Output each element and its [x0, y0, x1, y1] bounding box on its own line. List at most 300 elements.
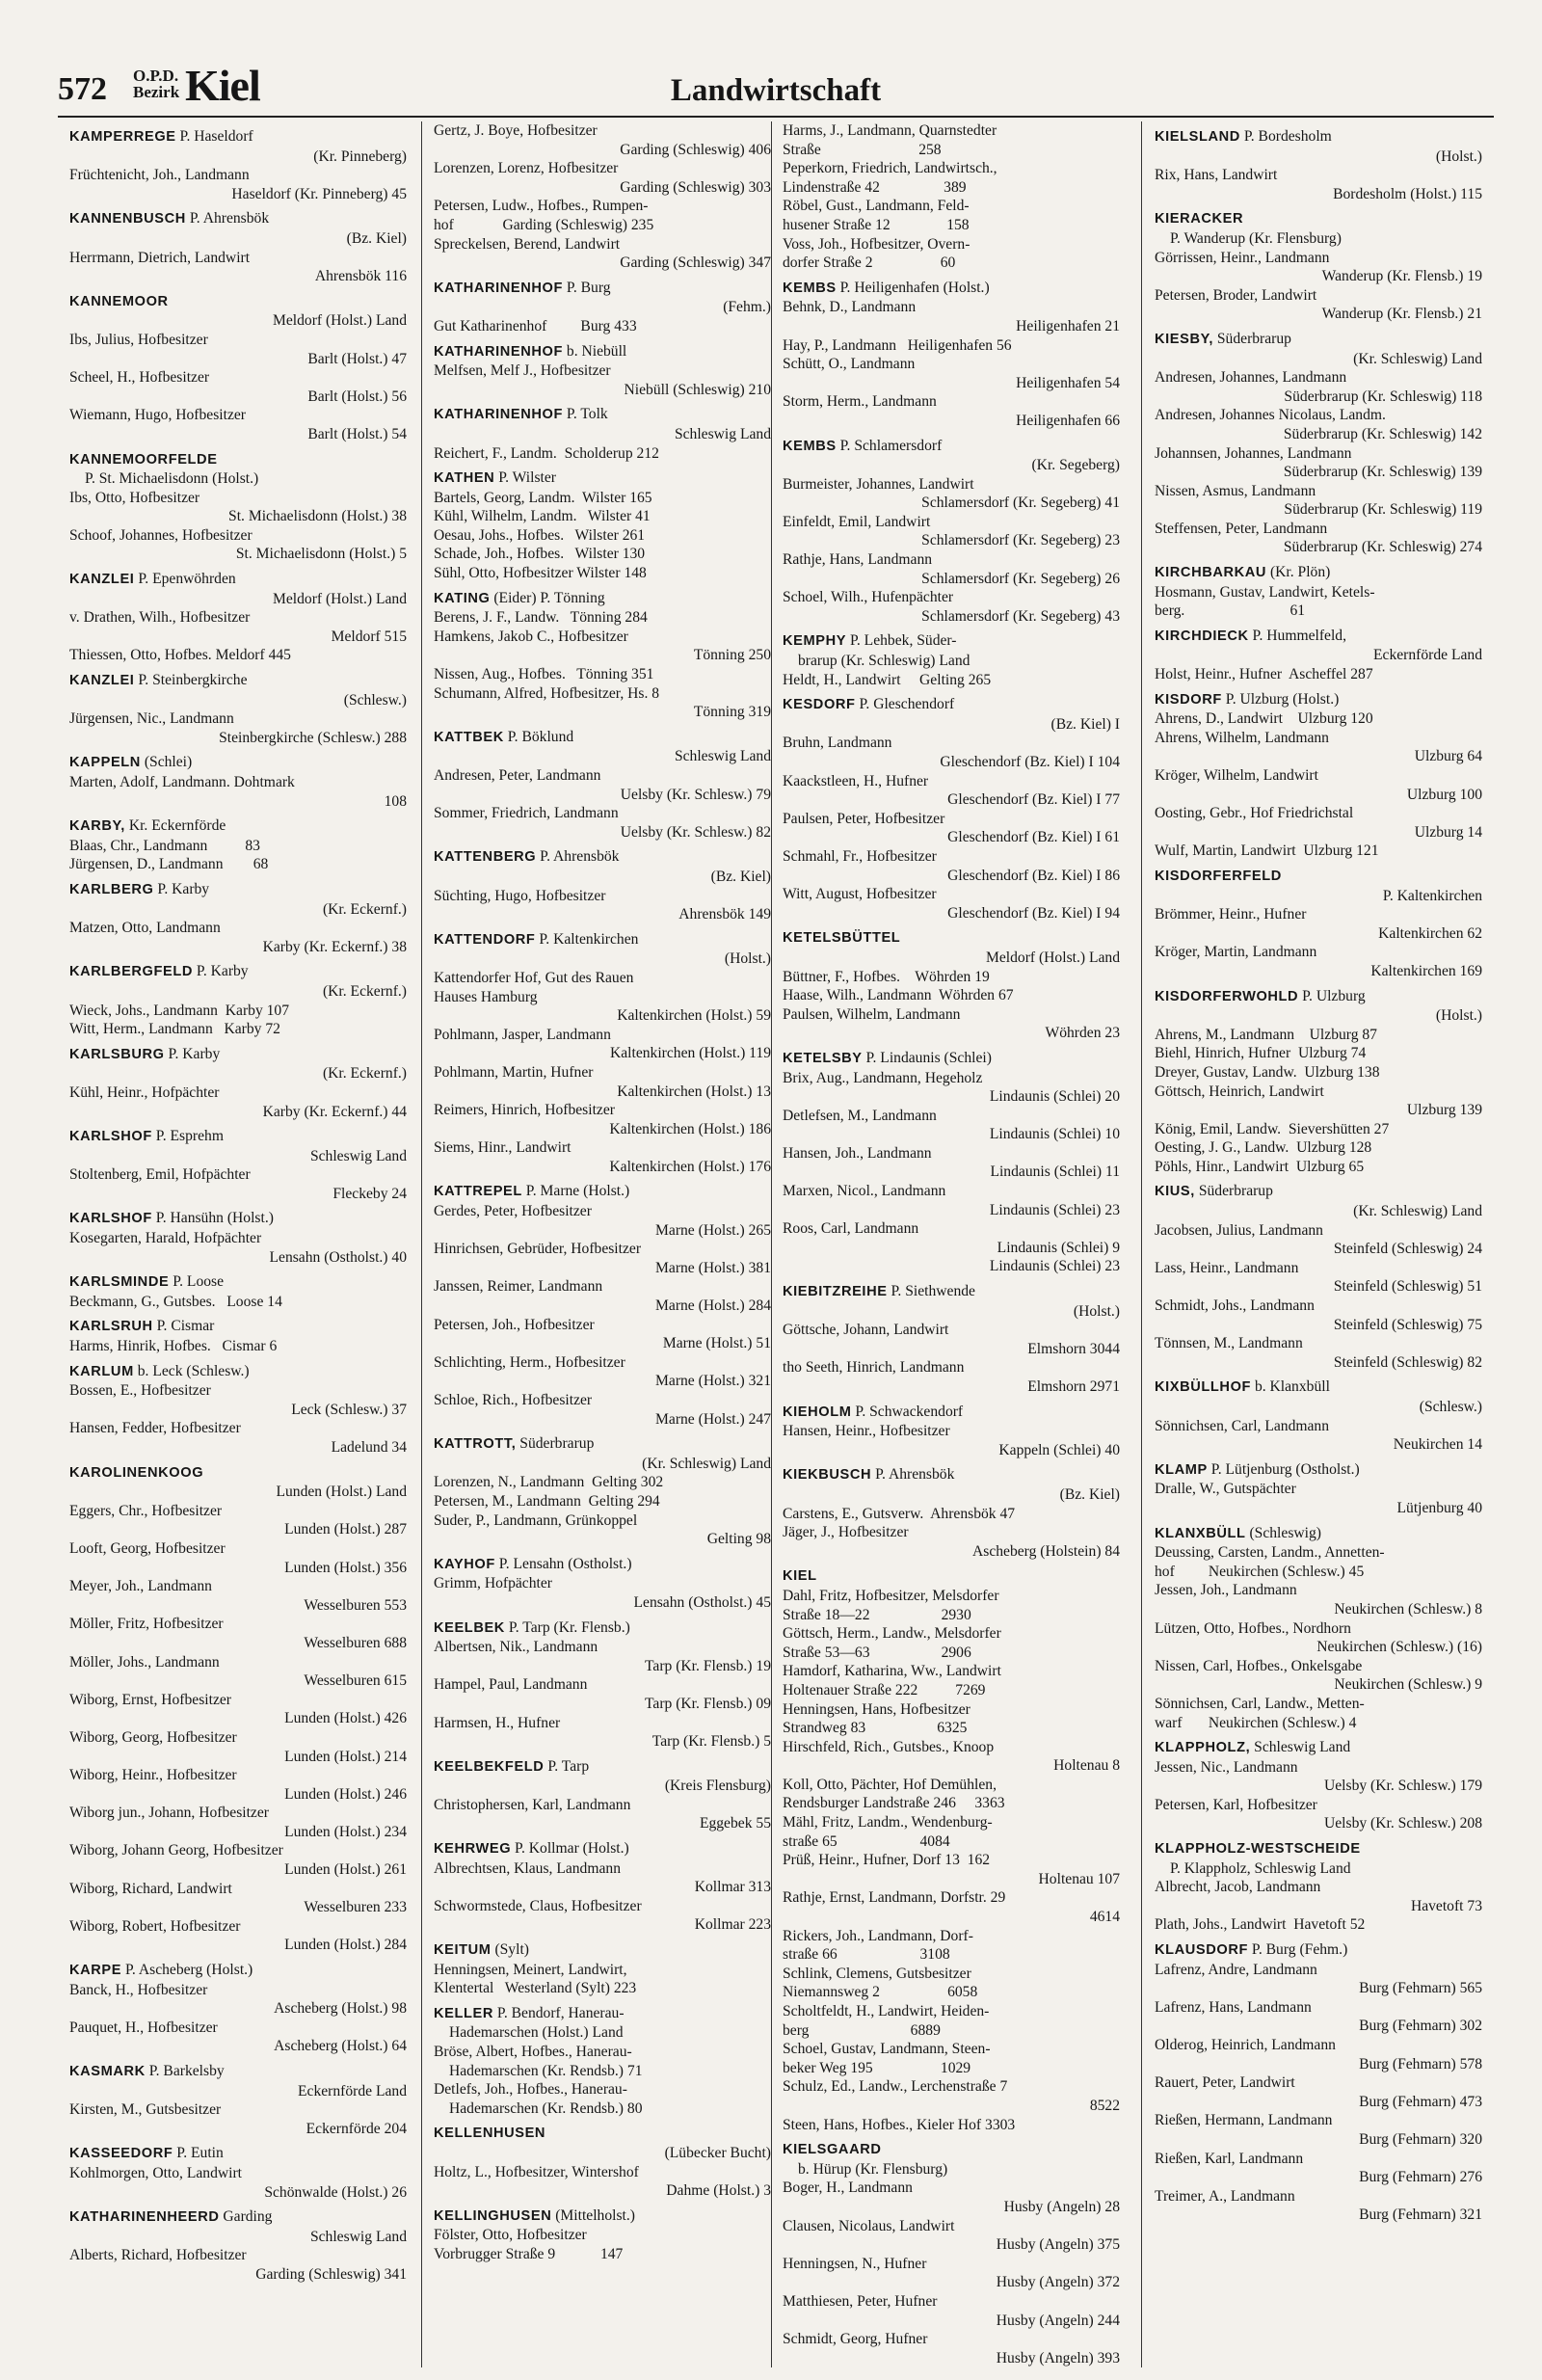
locality-name: KARLSHOF [69, 1211, 152, 1227]
entry-line: Dreyer, Gustav, Landw. Ulzburg 138 [1155, 1063, 1380, 1081]
entry-line: Hauses Hamburg [434, 988, 538, 1005]
entry-line: Jacobsen, Julius, Landmann [1155, 1221, 1323, 1239]
entry-location: (Kreis Flensburg) [664, 1778, 771, 1795]
entry-location: Tarp (Kr. Flensb.) 5 [651, 1733, 771, 1751]
entry-line: Wiborg, Robert, Hofbesitzer [69, 1917, 241, 1935]
locality-name: KATHEN [434, 470, 495, 487]
locality-heading [434, 342, 771, 362]
locality-heading [69, 962, 407, 982]
locality-heading [1155, 209, 1482, 229]
column-divider [1141, 121, 1142, 2367]
entry-line: Büttner, F., Hofbes. Wöhrden 19 [783, 968, 990, 985]
locality-name: KIELSGAARD [783, 2142, 882, 2158]
entry-location: (Schlesw.) [1419, 1399, 1482, 1415]
entry-location: Lindaunis (Schlei) 23 [989, 1201, 1120, 1218]
locality-post: P. Karby [164, 1045, 221, 1062]
entry-location: Dahme (Holst.) 3 [666, 2182, 771, 2200]
entry-line: husener Straße 12 158 [783, 216, 970, 233]
entry-line: Janssen, Reimer, Landmann [434, 1278, 603, 1296]
locality-heading [1155, 1377, 1482, 1398]
locality-heading [69, 1961, 407, 1981]
entry-line: Alberts, Richard, Hofbesitzer [69, 2247, 247, 2264]
entry-line: Christophersen, Karl, Landmann [434, 1796, 631, 1813]
entry-location: Ulzburg 139 [1406, 1102, 1482, 1119]
locality-name: KATHARINENHOF [434, 343, 563, 360]
entry-line: Koll, Otto, Pächter, Hof Demühlen, [783, 1776, 997, 1793]
locality-post: P. Lensahn (Ostholst.) [494, 1555, 632, 1572]
locality-name: KIRCHDIECK [1155, 628, 1249, 644]
entry-location: Wesselburen 553 [304, 1596, 407, 1614]
entry-location: (Kr. Schleswig) Land [1353, 1203, 1482, 1220]
entry-line: Andresen, Johannes, Landmann [1155, 369, 1347, 387]
entry-location: Holtenau 107 [1038, 1870, 1120, 1887]
entry-location: Gelting 98 [706, 1531, 771, 1548]
locality-heading [69, 1209, 407, 1229]
entry-line: Rießen, Karl, Landmann [1155, 2150, 1304, 2167]
entry-location: Marne (Holst.) 321 [655, 1373, 771, 1390]
locality-heading [69, 1317, 407, 1337]
entry-line: Schoel, Gustav, Landmann, Steen- [783, 2041, 991, 2058]
entry-line: Lorenzen, N., Landmann Gelting 302 [434, 1474, 664, 1491]
entry-line: Hampel, Paul, Landmann [434, 1676, 588, 1694]
entry-line: Kirsten, M., Gutsbesitzer [69, 2101, 222, 2119]
entry-line: Röbel, Gust., Landmann, Feld- [783, 198, 970, 215]
entry-line: Berens, J. F., Landw. Tönning 284 [434, 609, 648, 627]
entry-line: Süchting, Hugo, Hofbesitzer [434, 887, 606, 904]
entry-line: Schlink, Clemens, Gutsbesitzer [783, 1965, 971, 1982]
entry-line: Lass, Heinr., Landmann [1155, 1259, 1299, 1276]
entry-line: König, Emil, Landw. Sievershütten 27 [1155, 1120, 1390, 1137]
locality-name: KLANXBÜLL [1155, 1525, 1246, 1541]
locality-name: KASSEEDORF [69, 2146, 173, 2162]
entry-location: 8522 [1089, 2097, 1120, 2114]
locality-name: KEELBEKFELD [434, 1758, 545, 1775]
entry-line: Beckmann, G., Gutsbes. Loose 14 [69, 1293, 282, 1310]
entry-location: Kaltenkirchen (Holst.) 176 [609, 1158, 771, 1175]
entry-location: Wesselburen 688 [304, 1634, 407, 1651]
entry-line: Holtz, L., Hofbesitzer, Wintershof [434, 2163, 639, 2180]
column-divider [421, 121, 422, 2367]
locality-heading [69, 816, 407, 837]
locality-heading [434, 1618, 771, 1639]
entry-line: straße 65 4084 [783, 1832, 950, 1850]
entry-line: Kosegarten, Harald, Hofpächter [69, 1230, 262, 1247]
locality-name: KIRCHBARKAU [1155, 565, 1267, 581]
entry-location: Ascheberg (Holst.) 98 [274, 2000, 407, 2018]
entry-location: Heiligenhafen 21 [1016, 317, 1120, 334]
entry-line: Matthiesen, Peter, Hufner [783, 2292, 938, 2310]
entry-location: Garding (Schleswig) 303 [620, 178, 771, 196]
entry-location: Wanderup (Kr. Flensb.) 21 [1321, 306, 1482, 323]
entry-location: Lütjenburg 40 [1396, 1499, 1482, 1516]
locality-heading [434, 2206, 771, 2227]
entry-line: Harms, Hinrik, Hofbes. Cismar 6 [69, 1338, 278, 1355]
district-city: Kiel [185, 61, 260, 110]
locality-name: KIUS, [1155, 1184, 1195, 1200]
entry-location: Schleswig Land [309, 2228, 407, 2245]
entry-location: Heiligenhafen 66 [1016, 412, 1120, 429]
entry-line: Eggers, Chr., Hofbesitzer [69, 1502, 223, 1519]
locality-post: P. Eutin [173, 2145, 224, 2162]
locality-post: P. Hansühn (Holst.) [151, 1210, 274, 1227]
locality-heading [434, 1434, 771, 1455]
entry-location: Uelsby (Kr. Schlesw.) 79 [620, 786, 771, 803]
entry-line: Wieck, Johs., Landmann Karby 107 [69, 1002, 290, 1019]
entry-location: Steinbergkirche (Schlesw.) 288 [219, 729, 407, 746]
locality-heading [69, 570, 407, 590]
locality-name: KIELSLAND [1155, 129, 1240, 145]
locality-heading [69, 2207, 407, 2228]
locality-name: KIEHOLM [783, 1404, 852, 1420]
entry-line: Harmsen, H., Hufner [434, 1714, 561, 1731]
locality-post: P. Tolk [563, 406, 608, 423]
entry-location: Barlt (Holst.) 56 [307, 388, 407, 405]
entry-line: Voss, Joh., Hofbesitzer, Overn- [783, 235, 970, 253]
locality-heading [434, 589, 771, 609]
entry-line: Straße 18—22 2930 [783, 1606, 971, 1623]
locality-post: Süderbrarup [1194, 1183, 1273, 1200]
entry-line: Nissen, Carl, Hofbes., Onkelsgabe [1155, 1657, 1363, 1674]
entry-line: Witt, Herm., Landmann Karby 72 [69, 1021, 280, 1038]
entry-location: Lunden (Holst.) Land [276, 1484, 407, 1501]
locality-post: (Schlei) [140, 754, 193, 771]
entry-location: Meldorf (Holst.) Land [985, 949, 1120, 966]
entry-line: Burmeister, Johannes, Landwirt [783, 475, 974, 493]
entry-location: (Kr. Segeberg) [1031, 457, 1120, 474]
entry-location: Garding (Schleswig) 341 [255, 2265, 407, 2283]
entry-location: Süderbrarup (Kr. Schleswig) 274 [1283, 539, 1482, 556]
locality-post: P. Bordesholm [1239, 128, 1332, 145]
entry-line: straße 66 3108 [783, 1946, 950, 1964]
entry-line: Ahrens, M., Landmann Ulzburg 87 [1155, 1026, 1377, 1043]
page-number: 572 [58, 71, 107, 107]
entry-line: Ibs, Otto, Hofbesitzer [69, 489, 200, 506]
entry-location: Burg (Fehmarn) 578 [1359, 2055, 1482, 2072]
entry-line: v. Drathen, Wilh., Hofbesitzer [69, 609, 251, 627]
locality-post: P. Wilster [494, 469, 556, 487]
entry-location: Wesselburen 233 [304, 1899, 407, 1916]
locality-heading [69, 1362, 407, 1382]
entry-line: Thiessen, Otto, Hofbes. Meldorf 445 [69, 647, 291, 664]
locality-post: P. Barkelsby [145, 2063, 225, 2079]
entry-line: Kröger, Martin, Landmann [1155, 944, 1317, 961]
entry-line: warf Neukirchen (Schlesw.) 4 [1155, 1714, 1357, 1731]
entry-location: Neukirchen (Schlesw.) 9 [1334, 1676, 1482, 1694]
entry-line: Kühl, Heinr., Hofpächter [69, 1083, 220, 1101]
locality-name: KEELBEK [434, 1619, 505, 1636]
entry-line: Sönnichsen, Carl, Landmann [1155, 1417, 1330, 1434]
entry-location: Schleswig Land [674, 748, 771, 765]
entry-line: Niemannsweg 2 6058 [783, 1984, 978, 2001]
entry-line: Lafrenz, Andre, Landmann [1155, 1961, 1317, 1978]
entry-line: Lützen, Otto, Hofbes., Nordhorn [1155, 1619, 1351, 1637]
locality-post: P. Marne (Holst.) [521, 1183, 630, 1200]
entry-line: Meyer, Joh., Landmann [69, 1578, 212, 1595]
page-header [58, 60, 1494, 118]
entry-line: Hamkens, Jakob C., Hofbesitzer [434, 628, 628, 645]
entry-location: Schlamersdorf (Kr. Segeberg) 41 [921, 495, 1120, 512]
entry-line: Ahrens, Wilhelm, Landmann [1155, 729, 1329, 746]
locality-post: (Schleswig) [1245, 1524, 1321, 1541]
locality-heading [1155, 563, 1482, 583]
entry-line: Klentertal Westerland (Sylt) 223 [434, 1980, 637, 1997]
locality-post: P. Kaltenkirchen [535, 930, 639, 948]
locality-heading [69, 127, 407, 147]
entry-line: Brix, Aug., Landmann, Hegeholz [783, 1069, 983, 1086]
entry-location: Marne (Holst.) 247 [655, 1410, 771, 1428]
entry-location: Ascheberg (Holstein) 84 [971, 1542, 1120, 1560]
entry-location: (Holst.) [724, 950, 771, 968]
entry-line: Schade, Joh., Hofbes. Wilster 130 [434, 546, 646, 563]
locality-post: (Kr. Plön) [1266, 564, 1331, 581]
entry-line: Sommer, Friedrich, Landmann [434, 805, 619, 822]
entry-location: Lunden (Holst.) 287 [284, 1521, 407, 1538]
locality-heading [783, 1566, 1120, 1587]
entry-line: Brömmer, Heinr., Hufner [1155, 906, 1307, 923]
entry-line: Henningsen, Meinert, Landwirt, [434, 1961, 627, 1978]
entry-location: Marne (Holst.) 265 [655, 1221, 771, 1239]
locality-heading [434, 2124, 771, 2144]
entry-location: Bordesholm (Holst.) 115 [1333, 185, 1482, 202]
locality-heading [1155, 1182, 1482, 1202]
entry-line: Hamdorf, Katharina, Ww., Landwirt [783, 1663, 1001, 1680]
locality-heading [1155, 627, 1482, 647]
entry-line: Grimm, Hofpächter [434, 1575, 552, 1592]
entry-location: Barlt (Holst.) 54 [307, 425, 407, 442]
locality-heading [783, 1282, 1120, 1302]
entry-line: Wiemann, Hugo, Hofbesitzer [69, 407, 246, 424]
entry-line: Oosting, Gebr., Hof Friedrichstal [1155, 805, 1354, 822]
locality-post: (Eider) P. Tönning [490, 589, 605, 606]
entry-location: Kaltenkirchen 169 [1370, 962, 1482, 979]
locality-heading [1155, 867, 1482, 887]
locality-post: P. Ahrensbök [871, 1466, 955, 1484]
entry-line: Petersen, Broder, Landwirt [1155, 286, 1317, 304]
locality-post: P. Karby [193, 963, 249, 980]
locality-heading [434, 1555, 771, 1575]
locality-name: KEHRWEG [434, 1841, 512, 1858]
entry-location: Karby (Kr. Eckernf.) 38 [262, 938, 407, 955]
locality-name: KLAUSDORF [1155, 1942, 1249, 1959]
entry-location: Schlamersdorf (Kr. Segeberg) 26 [921, 570, 1120, 587]
entry-location: (Kr. Schleswig) Land [1353, 350, 1482, 367]
entry-line: Looft, Georg, Hofbesitzer [69, 1539, 226, 1557]
entry-location: Schleswig Land [674, 425, 771, 442]
locality-name: KAROLINENKOOG [69, 1464, 204, 1481]
entry-location: Kappeln (Schlei) 40 [998, 1441, 1120, 1458]
entry-line: Hay, P., Landmann Heiligenhafen 56 [783, 336, 1012, 354]
locality-heading [69, 1127, 407, 1147]
entry-location: (Kr. Eckernf.) [322, 1065, 407, 1083]
locality-name: KAYHOF [434, 1556, 495, 1572]
entry-continuation: P. St. Michaelisdonn (Holst.) [85, 470, 259, 488]
entry-location: (Holst.) [1435, 147, 1482, 165]
entry-line: Wulf, Martin, Landwirt Ulzburg 121 [1155, 842, 1379, 860]
locality-name: KANZLEI [69, 572, 135, 588]
locality-heading [1155, 330, 1482, 350]
locality-heading [69, 292, 407, 312]
locality-name: KATTREPEL [434, 1184, 522, 1200]
entry-line: Hirschfeld, Rich., Gutsbes., Knoop [783, 1738, 995, 1755]
entry-location: Husby (Angeln) 28 [1003, 2198, 1120, 2215]
entry-line: Göttsche, Johann, Landwirt [783, 1322, 949, 1339]
entry-line: Gerdes, Peter, Hofbesitzer [434, 1203, 592, 1220]
locality-heading [783, 695, 1120, 715]
entry-location: Ladelund 34 [331, 1439, 407, 1456]
entry-location: Kaltenkirchen (Holst.) 59 [617, 1007, 771, 1025]
locality-name: KATING [434, 590, 491, 606]
entry-line: Banck, H., Hofbesitzer [69, 1981, 208, 1998]
entry-line: Oesting, J. G., Landw. Ulzburg 128 [1155, 1139, 1372, 1157]
locality-name: KATHARINENHOF [434, 280, 563, 296]
locality-post: b. Niebüll [563, 342, 627, 360]
entry-line: dorfer Straße 2 60 [783, 254, 956, 272]
locality-post: P. Haseldorf [175, 128, 253, 145]
entry-location: Burg (Fehmarn) 276 [1359, 2169, 1482, 2186]
entry-line: Henningsen, N., Hufner [783, 2255, 927, 2272]
entry-location: Lindaunis (Schlei) 20 [989, 1088, 1120, 1106]
entry-location: (Holst.) [1435, 1007, 1482, 1025]
entry-line: Storm, Herm., Landmann [783, 393, 937, 411]
entry-location: Steinfeld (Schleswig) 24 [1333, 1241, 1482, 1258]
locality-name: KATTENBERG [434, 849, 537, 866]
entry-line: Rix, Hans, Landwirt [1155, 167, 1278, 184]
entry-location: Tarp (Kr. Flensb.) 19 [644, 1657, 771, 1674]
locality-heading [434, 279, 771, 299]
entry-location: Heiligenhafen 54 [1016, 374, 1120, 391]
entry-location: Neukirchen (Schlesw.) 8 [1334, 1600, 1482, 1618]
entry-location: Süderbrarup (Kr. Schleswig) 139 [1283, 464, 1482, 481]
entry-line: Jessen, Joh., Landmann [1155, 1582, 1297, 1599]
entry-location: Garding (Schleswig) 406 [620, 141, 771, 158]
entry-location: Burg (Fehmarn) 302 [1359, 2018, 1482, 2035]
locality-post: P. Schlamersdorf [836, 437, 943, 454]
entry-line: Biehl, Hinrich, Hufner Ulzburg 74 [1155, 1045, 1367, 1062]
entry-location: Tönning 250 [693, 647, 771, 664]
entry-line: Scheel, H., Hofbesitzer [69, 369, 210, 387]
entry-line: Stoltenberg, Emil, Hofpächter [69, 1166, 251, 1184]
locality-name: KETELSBY [783, 1050, 863, 1066]
entry-line: Plath, Johs., Landwirt Havetoft 52 [1155, 1916, 1366, 1934]
entry-line: Fölster, Otto, Hofbesitzer [434, 2227, 587, 2244]
entry-location: Elmshorn 2971 [1027, 1378, 1120, 1395]
entry-continuation: Hademarschen (Kr. Rendsb.) 80 [449, 2099, 643, 2117]
locality-heading [69, 880, 407, 900]
entry-line: hof Neukirchen (Schlesw.) 45 [1155, 1563, 1365, 1580]
locality-name: KIXBÜLLHOF [1155, 1379, 1252, 1396]
entry-line: Bruhn, Landmann [783, 735, 892, 752]
locality-name: KISDORFERFELD [1155, 868, 1282, 884]
entry-location: Neukirchen 14 [1393, 1436, 1482, 1454]
locality-heading [69, 1463, 407, 1484]
entry-line: Wiborg, Heinr., Hofbesitzer [69, 1767, 237, 1784]
entry-location: Leck (Schlesw.) 37 [291, 1401, 407, 1418]
entry-location: Tarp (Kr. Flensb.) 09 [644, 1695, 771, 1712]
entry-location: Kollmar 223 [694, 1916, 771, 1934]
entry-line: Hinrichsen, Gebrüder, Hofbesitzer [434, 1241, 642, 1258]
locality-post: (Sylt) [491, 1941, 529, 1959]
entry-line: beker Weg 195 1029 [783, 2059, 971, 2076]
locality-heading [1155, 987, 1482, 1007]
locality-name: KLAMP [1155, 1461, 1208, 1478]
entry-location: (Kr. Pinneberg) [313, 147, 407, 165]
locality-post: Süderbrarup [516, 1435, 595, 1453]
entry-location: Kaltenkirchen (Holst.) 186 [609, 1120, 771, 1137]
locality-name: KATHARINENHOF [434, 407, 563, 423]
locality-heading [69, 2144, 407, 2164]
entry-line: Pohlmann, Jasper, Landmann [434, 1026, 611, 1043]
opd-line-2: Bezirk [133, 83, 180, 101]
locality-heading [434, 405, 771, 425]
entry-line: Petersen, Ludw., Hofbes., Rumpen- [434, 198, 649, 215]
locality-name: KETELSBÜTTEL [783, 930, 901, 947]
entry-location: Haseldorf (Kr. Pinneberg) 45 [231, 185, 407, 202]
locality-heading [1155, 690, 1482, 710]
locality-name: KARLBERGFELD [69, 964, 193, 980]
locality-name: KATTBEK [434, 729, 504, 745]
entry-location: Tönning 319 [693, 704, 771, 721]
locality-name: KATTROTT, [434, 1436, 517, 1453]
entry-location: (Holst.) [1073, 1302, 1120, 1320]
entry-location: Eggebek 55 [699, 1815, 771, 1832]
entry-line: Siems, Hinr., Landwirt [434, 1139, 572, 1157]
locality-post: P. Lindaunis (Schlei) [862, 1049, 992, 1066]
entry-line: Schlichting, Herm., Hofbesitzer [434, 1353, 625, 1371]
locality-name: KANNEMOORFELDE [69, 451, 218, 468]
entry-location: Eckernförde Land [298, 2082, 407, 2099]
entry-location: St. Michaelisdonn (Holst.) 5 [235, 546, 407, 563]
entry-location: Süderbrarup (Kr. Schleswig) 118 [1284, 388, 1482, 405]
entry-location: Kaltenkirchen 62 [1378, 924, 1482, 942]
entry-location: Gleschendorf (Bz. Kiel) I 77 [947, 791, 1120, 809]
entry-line: Wiborg, Ernst, Hofbesitzer [69, 1691, 231, 1708]
entry-line: Prüß, Heinr., Hufner, Dorf 13 162 [783, 1852, 991, 1869]
locality-name: KATHARINENHEERD [69, 2209, 220, 2226]
entry-line: Pauquet, H., Hofbesitzer [69, 2019, 218, 2036]
entry-line: Schulz, Ed., Landw., Lerchenstraße 7 [783, 2078, 1008, 2096]
locality-post: P. Tarp (Kr. Flensb.) [504, 1618, 630, 1636]
entry-location: Kaltenkirchen (Holst.) 13 [617, 1083, 771, 1100]
entry-line: hof Garding (Schleswig) 235 [434, 216, 654, 233]
entry-line: Andresen, Johannes Nicolaus, Landm. [1155, 407, 1386, 424]
locality-post: Süderbrarup [1212, 330, 1291, 347]
locality-name: KEMBS [783, 438, 837, 454]
entry-location: Süderbrarup (Kr. Schleswig) 119 [1284, 501, 1482, 519]
entry-line: Steffensen, Peter, Landmann [1155, 520, 1328, 537]
entry-line: Blaas, Chr., Landmann 83 [69, 837, 260, 854]
locality-heading [783, 437, 1120, 457]
locality-name: KIEL [783, 1568, 817, 1585]
entry-location: Niebüll (Schleswig) 210 [624, 381, 771, 398]
entry-location: Lensahn (Ostholst.) 40 [269, 1248, 407, 1266]
entry-line: Wiborg, Richard, Landwirt [69, 1880, 232, 1897]
entry-line: Schoel, Wilh., Hufenpächter [783, 589, 954, 606]
locality-heading [783, 279, 1120, 299]
entry-line: Albertsen, Nik., Landmann [434, 1639, 598, 1656]
entry-location: Neukirchen (Schlesw.) (16) [1316, 1639, 1482, 1656]
entry-location: (Kr. Schleswig) Land [642, 1455, 771, 1472]
entry-location: Ulzburg 100 [1406, 786, 1482, 803]
entry-location: Lensahn (Ostholst.) 45 [633, 1593, 771, 1611]
entry-location: Ahrensbök 149 [678, 906, 771, 923]
entry-line: Dralle, W., Gutspächter [1155, 1481, 1296, 1498]
entry-line: Schwormstede, Claus, Hofbesitzer [434, 1897, 642, 1914]
entry-location: Ulzburg 14 [1414, 823, 1482, 841]
entry-line: Rießen, Hermann, Landmann [1155, 2112, 1333, 2129]
entry-line: Nissen, Asmus, Landmann [1155, 482, 1316, 499]
locality-name: KASMARK [69, 2064, 146, 2079]
entry-line: Gertz, J. Boye, Hofbesitzer [434, 122, 598, 139]
